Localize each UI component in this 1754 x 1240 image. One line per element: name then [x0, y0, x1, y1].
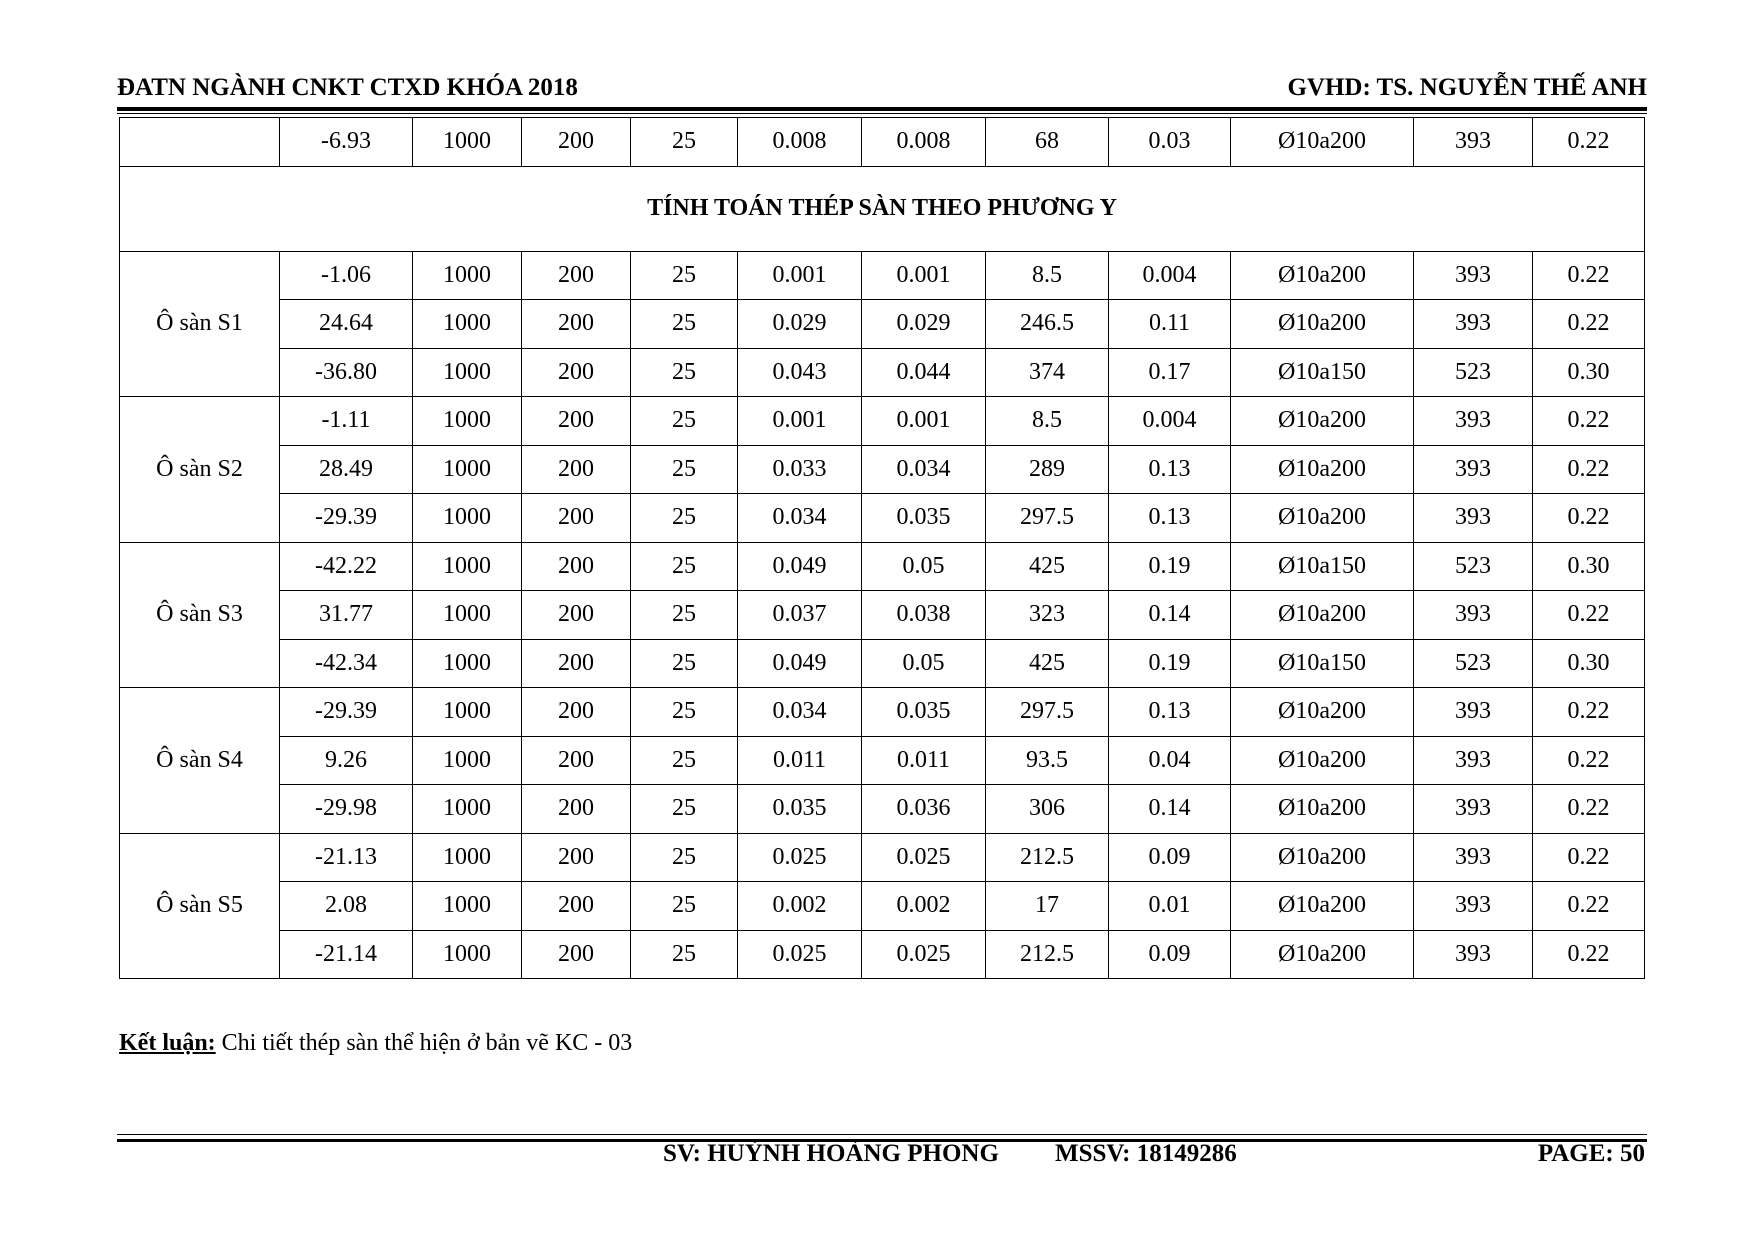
table-cell: -36.80	[280, 348, 413, 397]
table-cell: 0.22	[1533, 397, 1645, 446]
table-cell: 0.029	[738, 300, 862, 349]
table-cell: 393	[1414, 251, 1533, 300]
table-cell: Ø10a200	[1231, 494, 1414, 543]
table-cell: 523	[1414, 542, 1533, 591]
table-cell: 1000	[413, 348, 522, 397]
table-cell: 0.025	[738, 930, 862, 979]
table-cell: 0.03	[1109, 118, 1231, 167]
table-cell: 393	[1414, 930, 1533, 979]
table-cell: 0.036	[862, 785, 986, 834]
table-cell: 0.004	[1109, 251, 1231, 300]
table-cell: 1000	[413, 445, 522, 494]
table-cell: 0.22	[1533, 300, 1645, 349]
table-cell: 0.044	[862, 348, 986, 397]
table-cell: 0.002	[862, 882, 986, 931]
table-cell: 425	[986, 639, 1109, 688]
table-cell: 0.035	[738, 785, 862, 834]
table-cell: 25	[631, 494, 738, 543]
table-cell: 200	[522, 591, 631, 640]
table-cell: 24.64	[280, 300, 413, 349]
table-cell: 1000	[413, 118, 522, 167]
footer-student: SV: HUỲNH HOÀNG PHONG	[663, 1140, 999, 1167]
table-cell: 25	[631, 251, 738, 300]
table-cell: 0.22	[1533, 688, 1645, 737]
table-cell: 1000	[413, 736, 522, 785]
page-header	[117, 74, 1647, 104]
steel-calculation-table	[119, 117, 1645, 979]
table-cell: 1000	[413, 785, 522, 834]
table-cell: 0.011	[862, 736, 986, 785]
table-row	[120, 785, 1645, 834]
table-cell: 200	[522, 785, 631, 834]
table-cell: 523	[1414, 348, 1533, 397]
table-cell: 25	[631, 639, 738, 688]
table-cell: 0.035	[862, 688, 986, 737]
table-cell: 0.22	[1533, 785, 1645, 834]
table-cell: 0.011	[738, 736, 862, 785]
table-cell: 200	[522, 348, 631, 397]
table-cell: 0.09	[1109, 930, 1231, 979]
slab-label: Ô sàn S5	[120, 833, 280, 979]
table-cell: -6.93	[280, 118, 413, 167]
table-cell: 9.26	[280, 736, 413, 785]
table-cell: 25	[631, 688, 738, 737]
table-cell: 393	[1414, 882, 1533, 931]
table-cell: 1000	[413, 639, 522, 688]
table-cell: 212.5	[986, 930, 1109, 979]
table-row	[120, 251, 1645, 300]
table-cell: 289	[986, 445, 1109, 494]
table-cell: Ø10a200	[1231, 397, 1414, 446]
table-cell: 200	[522, 542, 631, 591]
header-rule-thick	[117, 107, 1647, 111]
table-cell: 374	[986, 348, 1109, 397]
table-cell: 200	[522, 882, 631, 931]
table-cell: 200	[522, 118, 631, 167]
table-cell: 200	[522, 688, 631, 737]
conclusion-text: Chi tiết thép sàn thể hiện ở bản vẽ KC - 03	[215, 1030, 633, 1056]
table-cell: 0.05	[862, 542, 986, 591]
table-cell: 25	[631, 445, 738, 494]
table-cell: Ø10a200	[1231, 736, 1414, 785]
table-cell: -1.11	[280, 397, 413, 446]
table-cell: 17	[986, 882, 1109, 931]
table-cell: 0.043	[738, 348, 862, 397]
table-row	[120, 542, 1645, 591]
table-row	[120, 736, 1645, 785]
table-cell: Ø10a200	[1231, 785, 1414, 834]
table-cell: 0.17	[1109, 348, 1231, 397]
table-row	[120, 833, 1645, 882]
table-cell: 0.22	[1533, 736, 1645, 785]
table-cell: 1000	[413, 930, 522, 979]
table-row	[120, 494, 1645, 543]
table-cell: 393	[1414, 736, 1533, 785]
table-cell: -21.13	[280, 833, 413, 882]
table-row	[120, 688, 1645, 737]
table-cell: 0.13	[1109, 688, 1231, 737]
slab-label: Ô sàn S4	[120, 688, 280, 834]
table-cell: 0.09	[1109, 833, 1231, 882]
table-cell: -29.39	[280, 688, 413, 737]
conclusion	[119, 1030, 632, 1057]
table-cell: 0.025	[738, 833, 862, 882]
table-cell: 0.22	[1533, 882, 1645, 931]
table-body	[120, 118, 1645, 979]
table-cell: 0.049	[738, 542, 862, 591]
table-cell: 1000	[413, 833, 522, 882]
table-cell: 25	[631, 118, 738, 167]
table-cell: 0.001	[738, 397, 862, 446]
table-cell: -29.39	[280, 494, 413, 543]
table-cell: Ø10a200	[1231, 445, 1414, 494]
table-cell: -42.34	[280, 639, 413, 688]
table-cell: 0.025	[862, 930, 986, 979]
table-cell: 306	[986, 785, 1109, 834]
table-cell: 200	[522, 251, 631, 300]
table-cell: 246.5	[986, 300, 1109, 349]
table-cell: 393	[1414, 833, 1533, 882]
table-cell: 1000	[413, 542, 522, 591]
table-cell: 393	[1414, 445, 1533, 494]
table-cell: 25	[631, 300, 738, 349]
table-cell: Ø10a200	[1231, 300, 1414, 349]
table-cell: 393	[1414, 785, 1533, 834]
table-cell: 0.22	[1533, 445, 1645, 494]
table-cell: 25	[631, 591, 738, 640]
table-cell: 200	[522, 300, 631, 349]
table-cell: 0.14	[1109, 591, 1231, 640]
table-cell: 0.029	[862, 300, 986, 349]
header-rule-thin	[117, 113, 1647, 114]
header-supervisor: GVHD: TS. NGUYỄN THẾ ANH	[1287, 74, 1647, 101]
table-cell: 0.22	[1533, 118, 1645, 167]
table-cell: 0.001	[862, 397, 986, 446]
table-cell: 0.034	[738, 688, 862, 737]
table-cell: 25	[631, 882, 738, 931]
table-cell: 0.008	[862, 118, 986, 167]
table-cell: 0.30	[1533, 542, 1645, 591]
table-row	[120, 118, 1645, 167]
table-cell: 25	[631, 833, 738, 882]
table-cell: 31.77	[280, 591, 413, 640]
table-cell: -21.14	[280, 930, 413, 979]
table-cell: 212.5	[986, 833, 1109, 882]
table-cell: 297.5	[986, 494, 1109, 543]
table-row	[120, 348, 1645, 397]
table-cell: Ø10a150	[1231, 542, 1414, 591]
table-cell: 0.30	[1533, 639, 1645, 688]
table-cell: Ø10a150	[1231, 639, 1414, 688]
table-cell: 0.034	[738, 494, 862, 543]
slab-label: Ô sàn S1	[120, 251, 280, 397]
table-cell: 0.002	[738, 882, 862, 931]
table-cell: 68	[986, 118, 1109, 167]
table-cell: 0.01	[1109, 882, 1231, 931]
table-cell: 0.14	[1109, 785, 1231, 834]
table-cell: 200	[522, 639, 631, 688]
table-cell: Ø10a200	[1231, 251, 1414, 300]
table-cell: 200	[522, 445, 631, 494]
table-cell: 200	[522, 494, 631, 543]
table-cell: 0.11	[1109, 300, 1231, 349]
footer-page-number: PAGE: 50	[1537, 1140, 1645, 1167]
table-cell: 0.05	[862, 639, 986, 688]
table-cell: 200	[522, 833, 631, 882]
table-cell: 28.49	[280, 445, 413, 494]
table-cell: 2.08	[280, 882, 413, 931]
table-cell: 0.22	[1533, 833, 1645, 882]
table-cell: 0.035	[862, 494, 986, 543]
table-cell: 200	[522, 930, 631, 979]
slab-label-cell	[120, 118, 280, 167]
table-cell: 393	[1414, 494, 1533, 543]
table-cell: 0.22	[1533, 930, 1645, 979]
table-cell: 25	[631, 736, 738, 785]
table-cell: Ø10a200	[1231, 688, 1414, 737]
table-cell: 8.5	[986, 251, 1109, 300]
table-cell: Ø10a200	[1231, 882, 1414, 931]
table-cell: 25	[631, 348, 738, 397]
footer-student-id: MSSV: 18149286	[1055, 1140, 1237, 1167]
table-cell: 1000	[413, 494, 522, 543]
table-cell: 393	[1414, 688, 1533, 737]
table-cell: 200	[522, 397, 631, 446]
table-cell: -1.06	[280, 251, 413, 300]
table-cell: 1000	[413, 251, 522, 300]
table-cell: 1000	[413, 882, 522, 931]
table-cell: 393	[1414, 300, 1533, 349]
table-cell: 1000	[413, 591, 522, 640]
table-cell: 0.037	[738, 591, 862, 640]
table-cell: 25	[631, 397, 738, 446]
table-cell: -42.22	[280, 542, 413, 591]
footer-rule-thin	[117, 1134, 1647, 1135]
table-cell: 0.19	[1109, 542, 1231, 591]
table-row	[120, 882, 1645, 931]
table-cell: 393	[1414, 591, 1533, 640]
table-cell: 297.5	[986, 688, 1109, 737]
table-cell: Ø10a150	[1231, 348, 1414, 397]
table-cell: 0.13	[1109, 494, 1231, 543]
table-cell: 425	[986, 542, 1109, 591]
page-footer	[117, 1140, 1647, 1172]
table-cell: Ø10a200	[1231, 833, 1414, 882]
table-cell: 1000	[413, 300, 522, 349]
table-cell: 0.038	[862, 591, 986, 640]
table-cell: 1000	[413, 688, 522, 737]
table-cell: Ø10a200	[1231, 118, 1414, 167]
header-title: ĐATN NGÀNH CNKT CTXD KHÓA 2018	[117, 74, 578, 101]
table-cell: 523	[1414, 639, 1533, 688]
table-cell: 0.22	[1533, 494, 1645, 543]
table-cell: 8.5	[986, 397, 1109, 446]
table-row	[120, 445, 1645, 494]
table-cell: 0.034	[862, 445, 986, 494]
table-cell: 200	[522, 736, 631, 785]
table-cell: 25	[631, 930, 738, 979]
table-cell: 1000	[413, 397, 522, 446]
table-cell: Ø10a200	[1231, 930, 1414, 979]
table-cell: 393	[1414, 397, 1533, 446]
table-cell: 0.22	[1533, 591, 1645, 640]
table-cell: 0.13	[1109, 445, 1231, 494]
table-cell: 0.004	[1109, 397, 1231, 446]
table-row	[120, 300, 1645, 349]
table-cell: 0.001	[862, 251, 986, 300]
table-cell: 0.30	[1533, 348, 1645, 397]
table-cell: Ø10a200	[1231, 591, 1414, 640]
table-cell: 0.19	[1109, 639, 1231, 688]
conclusion-lead: Kết luận:	[119, 1030, 216, 1056]
table-cell: 0.049	[738, 639, 862, 688]
table-cell: 0.22	[1533, 251, 1645, 300]
table-cell: -29.98	[280, 785, 413, 834]
table-cell: 0.001	[738, 251, 862, 300]
table-cell: 0.025	[862, 833, 986, 882]
table-cell: 93.5	[986, 736, 1109, 785]
table-cell: 393	[1414, 118, 1533, 167]
table-row	[120, 930, 1645, 979]
table-cell: 0.008	[738, 118, 862, 167]
section-title-row	[120, 166, 1645, 251]
table-cell: 0.04	[1109, 736, 1231, 785]
table-cell: 25	[631, 785, 738, 834]
table-cell: 0.033	[738, 445, 862, 494]
slab-label: Ô sàn S2	[120, 397, 280, 543]
table-row	[120, 591, 1645, 640]
section-title: TÍNH TOÁN THÉP SÀN THEO PHƯƠNG Y	[120, 166, 1645, 251]
table-row	[120, 639, 1645, 688]
slab-label: Ô sàn S3	[120, 542, 280, 688]
table-row	[120, 397, 1645, 446]
table-cell: 25	[631, 542, 738, 591]
table-cell: 323	[986, 591, 1109, 640]
